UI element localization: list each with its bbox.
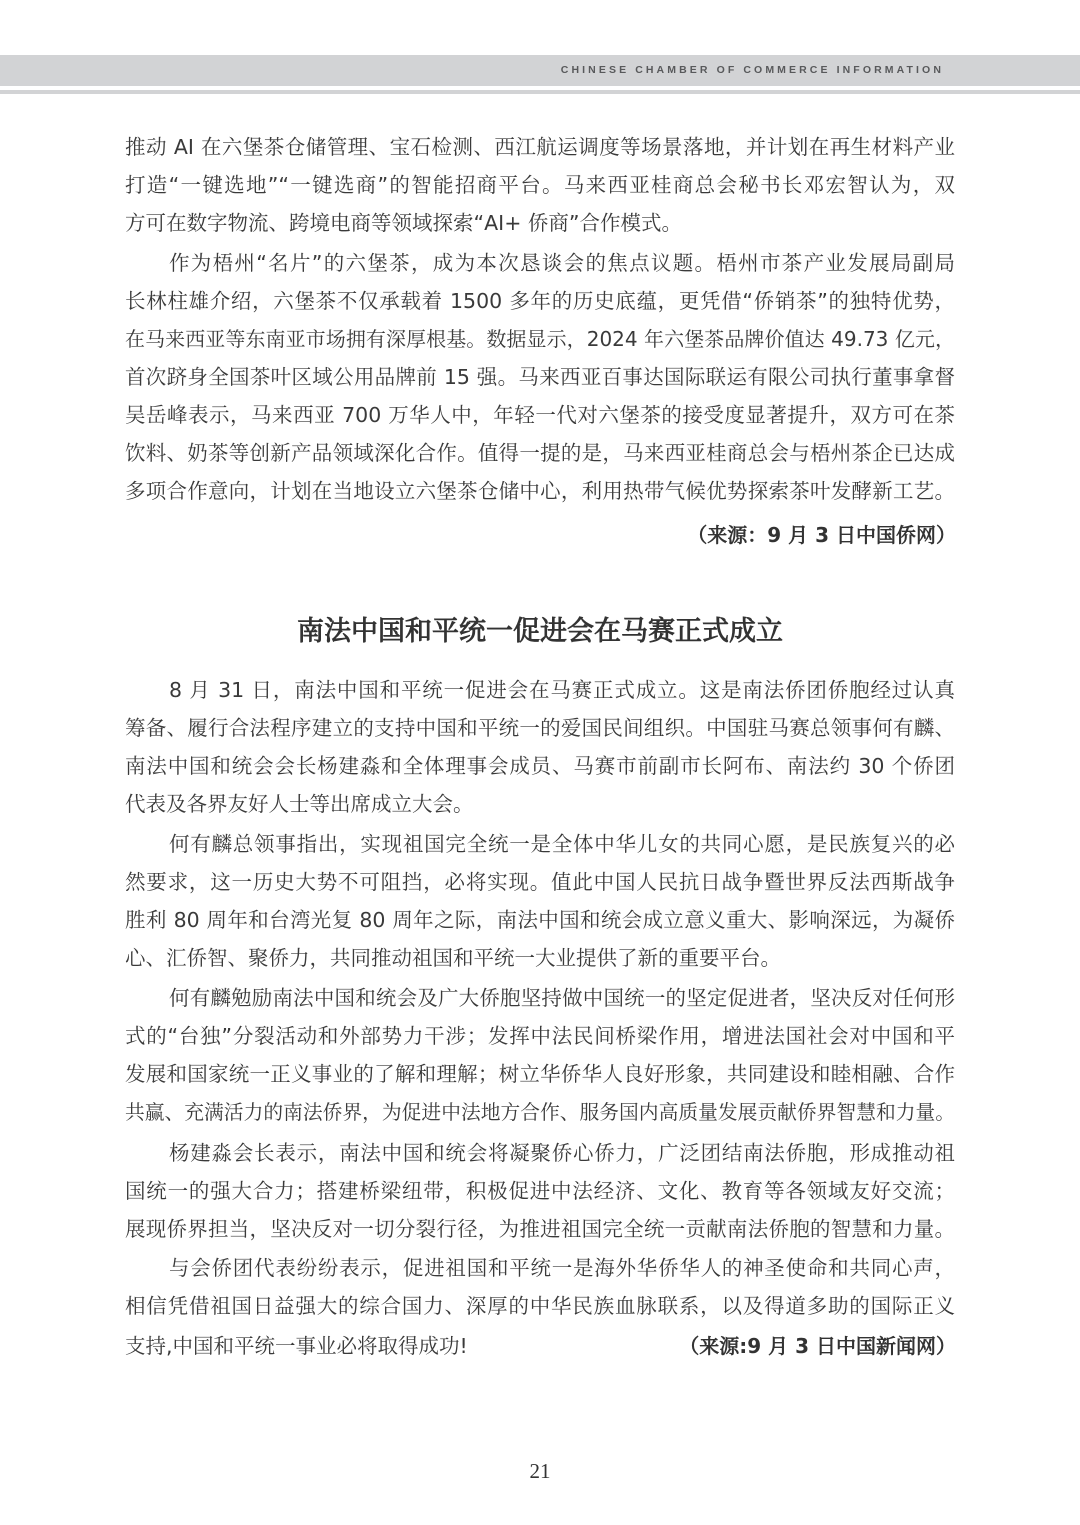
text-line: 8 月 31 日，南法中国和平统一促进会在马赛正式成立。这是南法侨团侨胞经过认真 — [169, 678, 955, 702]
source-citation: （来源：9 月 3 日中国侨网） — [687, 523, 956, 547]
text-line: 胜利 80 周年和台湾光复 80 周年之际，南法中国和统会成立意义重大、影响深远，为凝侨 — [125, 908, 955, 932]
text-line: 打造“一键选地”“一键选商”的智能招商平台。马来西亚桂商总会秘书长邓宏智认为，双 — [125, 173, 955, 197]
page-number: 21 — [529, 1459, 551, 1483]
text-line: 方可在数字物流、跨境电商等领域探索“AI+ 侨商”合作模式。 — [125, 211, 683, 235]
text-line: 何有麟总领事指出，实现祖国完全统一是全体中华儿女的共同心愿，是民族复兴的必 — [169, 832, 955, 856]
text-line: 吴岳峰表示，马来西亚 700 万华人中，年轻一代对六堡茶的接受度显著提升，双方可在茶 — [125, 403, 955, 427]
text-line: 支持,中国和平统一事业必将取得成功! — [125, 1334, 468, 1358]
text-line: 共赢、充满活力的南法侨界，为促进中法地方合作、服务国内高质量发展贡献侨界智慧和力量。 — [125, 1101, 955, 1124]
text-line: 展现侨界担当，坚决反对一切分裂行径，为推进祖国完全统一贡献南法侨胞的智慧和力量。 — [125, 1217, 955, 1241]
text-line: 长林柱雄介绍，六堡茶不仅承载着 1500 多年的历史底蕴，更凭借“侨销茶”的独特优势， — [125, 289, 955, 313]
text-line: 与会侨团代表纷纷表示，促进祖国和平统一是海外华侨华人的神圣使命和共同心声， — [169, 1256, 955, 1280]
text-line: 心、汇侨智、聚侨力，共同推动祖国和平统一大业提供了新的重要平台。 — [125, 946, 781, 970]
header-rule — [0, 90, 1080, 94]
text-line: 发展和国家统一正义事业的了解和理解；树立华侨华人良好形象，共同建设和睦相融、合作 — [125, 1062, 955, 1086]
text-line: 然要求，这一历史大势不可阻挡，必将实现。值此中国人民抗日战争暨世界反法西斯战争 — [125, 870, 955, 894]
text-line: 推动 AI 在六堡茶仓储管理、宝石检测、西江航运调度等场景落地，并计划在再生材料产业 — [125, 135, 955, 159]
text-line: 多项合作意向，计划在当地设立六堡茶仓储中心，利用热带气候优势探索茶叶发酵新工艺。 — [125, 479, 955, 503]
text-line: 式的“台独”分裂活动和外部势力干涉；发挥中法民间桥梁作用，增进法国社会对中国和平 — [125, 1024, 955, 1048]
text-line: 相信凭借祖国日益强大的综合国力、深厚的中华民族血脉联系，以及得道多助的国际正义 — [125, 1294, 955, 1318]
article-title: 南法中国和平统一促进会在马赛正式成立 — [297, 616, 783, 647]
text-line: 代表及各界友好人士等出席成立大会。 — [125, 792, 474, 816]
text-line: 作为梧州“名片”的六堡茶，成为本次恳谈会的焦点议题。梧州市茶产业发展局副局 — [169, 251, 955, 275]
text-line: 在马来西亚等东南亚市场拥有深厚根基。数据显示，2024 年六堡茶品牌价值达 49.73 亿元， — [125, 327, 955, 351]
publication-name: CHINESE CHAMBER OF COMMERCE INFORMATION — [560, 64, 944, 76]
text-line: 杨建淼会长表示，南法中国和统会将凝聚侨心侨力，广泛团结南法侨胞，形成推动祖 — [169, 1141, 955, 1165]
text-line: 筹备、履行合法程序建立的支持中国和平统一的爱国民间组织。中国驻马赛总领事何有麟、 — [125, 716, 955, 740]
text-line: 何有麟勉励南法中国和统会及广大侨胞坚持做中国统一的坚定促进者，坚决反对任何形 — [169, 986, 955, 1010]
text-line: 国统一的强大合力；搭建桥梁纽带，积极促进中法经济、文化、教育等各领域友好交流； — [125, 1179, 955, 1203]
text-line: 首次跻身全国茶叶区域公用品牌前 15 强。马来西亚百事达国际联运有限公司执行董事拿督 — [125, 365, 955, 389]
source-citation: （来源:9 月 3 日中国新闻网） — [679, 1334, 956, 1358]
text-line: 饮料、奶茶等创新产品领域深化合作。值得一提的是，马来西亚桂商总会与梧州茶企已达成 — [125, 441, 955, 465]
text-line: 南法中国和统会会长杨建淼和全体理事会成员、马赛市前副市长阿布、南法约 30 个侨团 — [125, 754, 955, 778]
